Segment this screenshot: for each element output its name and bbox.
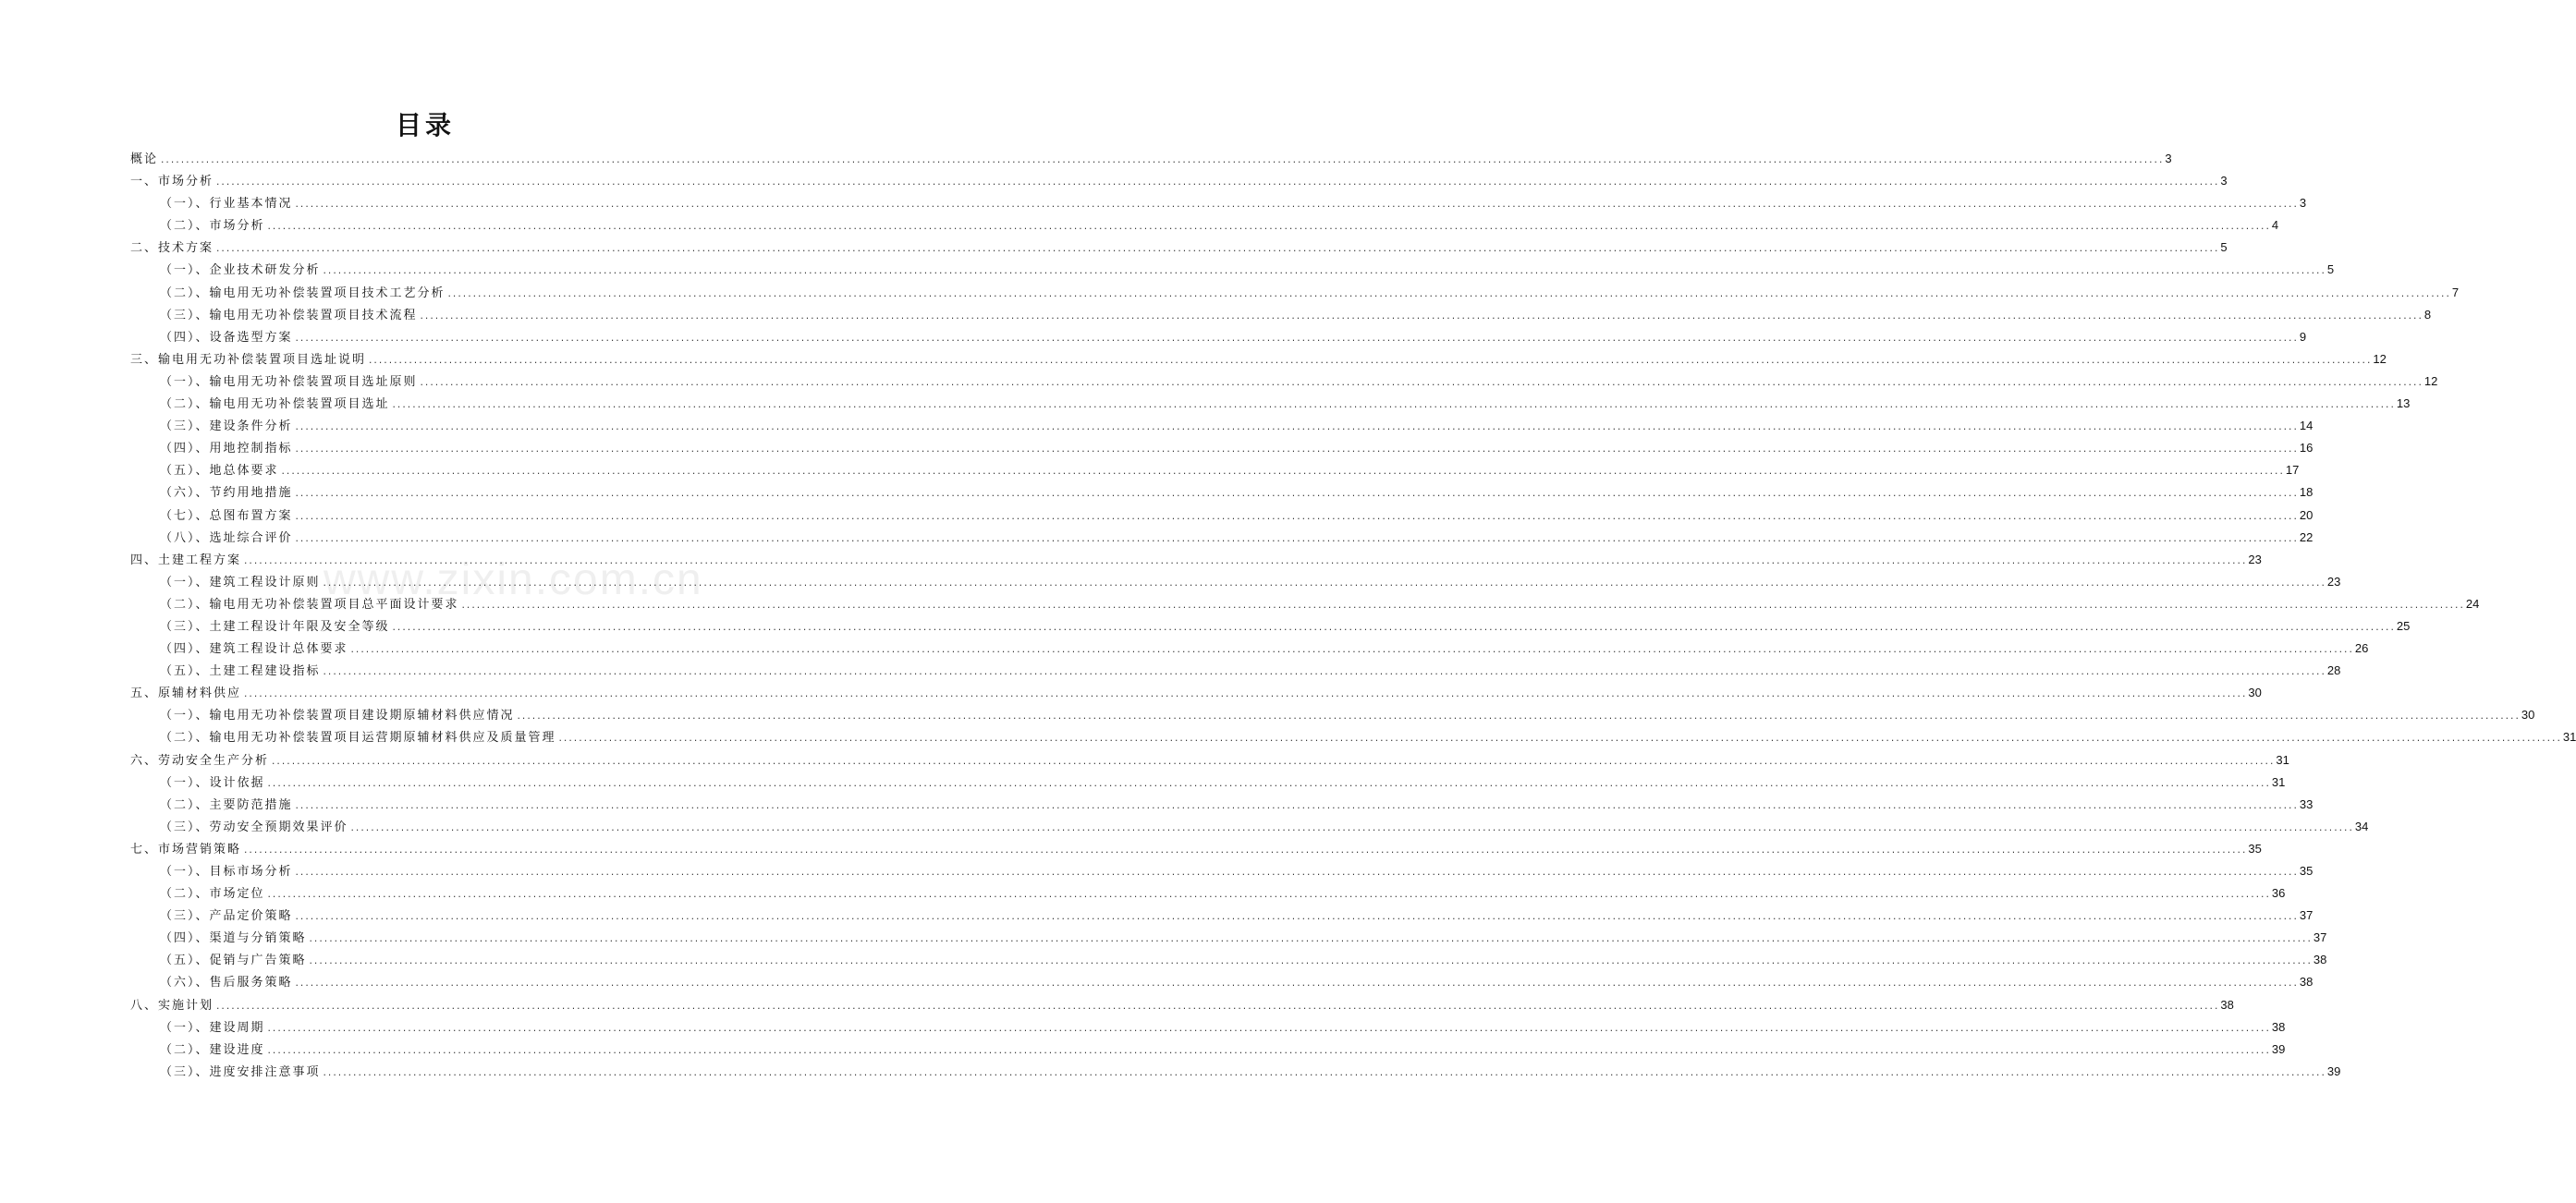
toc-entry[interactable]: [130, 437, 2314, 459]
toc-entry-label: （三）、产品定价策略: [160, 909, 293, 924]
toc-dot-leader: ................................................................................................................................................................................................................................................................................................................................................................................................................: [322, 1068, 2326, 1078]
toc-entry-page-number: 35: [2299, 864, 2314, 878]
toc-entry-label: （五）、土建工程建设指标: [160, 664, 321, 679]
toc-entry-label: （四）、建筑工程设计总体要求: [160, 642, 348, 657]
toc-entry-page-number: 31: [2276, 752, 2289, 767]
toc-dot-leader: ................................................................................................................................................................................................................................................................................................................................................................................................................: [243, 556, 2247, 566]
toc-entry[interactable]: [130, 415, 2314, 437]
toc-entry[interactable]: [130, 1039, 2286, 1061]
toc-dot-leader: ................................................................................................................................................................................................................................................................................................................................................................................................................: [294, 490, 2298, 500]
toc-entry[interactable]: [130, 638, 2369, 660]
toc-entry-label: 八、实施计划: [130, 998, 214, 1013]
toc-entry-label: 六、劳动安全生产分析: [130, 753, 270, 768]
toc-entry-page-number: 20: [2299, 507, 2314, 522]
toc-entry-page-number: 14: [2299, 419, 2314, 433]
toc-entry[interactable]: [130, 971, 2314, 993]
watermark: www.zixin.com.cn: [324, 555, 703, 604]
toc-entry[interactable]: [130, 504, 2314, 527]
toc-entry-label: 一、市场分析: [130, 175, 214, 189]
toc-entry[interactable]: [130, 794, 2314, 816]
toc-entry-label: 三、输电用无功补偿装置项目选址说明: [130, 352, 367, 367]
toc-entry[interactable]: [130, 237, 2228, 259]
toc-entry-page-number: 36: [2271, 886, 2286, 901]
toc-dot-leader: ................................................................................................................................................................................................................................................................................................................................................................................................................: [322, 578, 2326, 589]
toc-entry[interactable]: [130, 393, 2411, 415]
toc-entry-label: （一）、目标市场分析: [160, 865, 293, 879]
toc-dot-leader: ................................................................................................................................................................................................................................................................................................................................................................................................................: [322, 267, 2326, 277]
toc-dot-leader: ................................................................................................................................................................................................................................................................................................................................................................................................................: [294, 445, 2298, 456]
toc-entry-label: 概论: [130, 152, 159, 166]
toc-dot-leader: ................................................................................................................................................................................................................................................................................................................................................................................................................: [294, 801, 2298, 811]
toc-dot-leader: ................................................................................................................................................................................................................................................................................................................................................................................................................: [266, 223, 2270, 233]
toc-entry-label: （四）、设备选型方案: [160, 330, 293, 345]
toc-entry-page-number: 7: [2451, 285, 2460, 299]
toc-dot-leader: ................................................................................................................................................................................................................................................................................................................................................................................................................: [215, 178, 2219, 188]
toc-entry-page-number: 23: [2248, 552, 2262, 566]
toc-entry-label: （一）、输电用无功补偿装置项目选址原则: [160, 374, 418, 389]
toc-entry-label: （二）、输电用无功补偿装置项目技术工艺分析: [160, 286, 446, 300]
toc-entry-label: （三）、土建工程设计年限及安全等级: [160, 619, 390, 634]
toc-dot-leader: ................................................................................................................................................................................................................................................................................................................................................................................................................: [322, 668, 2326, 678]
toc-entry[interactable]: [130, 704, 2535, 726]
toc-entry[interactable]: [130, 1061, 2341, 1083]
toc-entry-label: （二）、主要防范措施: [160, 797, 293, 812]
toc-dot-leader: ................................................................................................................................................................................................................................................................................................................................................................................................................: [266, 891, 2270, 901]
toc-entry-page-number: 38: [2271, 1019, 2286, 1034]
toc-entry[interactable]: [130, 593, 2480, 615]
toc-entry-label: （二）、输电用无功补偿装置项目选址: [160, 397, 390, 412]
toc-entry-page-number: 13: [2396, 396, 2411, 411]
toc-entry-label: （五）、促销与广告策略: [160, 954, 307, 968]
toc-entry-label: （三）、劳动安全预期效果评价: [160, 820, 348, 834]
toc-entry-label: 七、市场营销策略: [130, 842, 242, 857]
toc-entry-label: （二）、市场分析: [160, 219, 265, 234]
toc-entry-page-number: 34: [2354, 819, 2369, 833]
toc-dot-leader: ................................................................................................................................................................................................................................................................................................................................................................................................................: [557, 735, 2561, 745]
toc-dot-leader: ................................................................................................................................................................................................................................................................................................................................................................................................................: [294, 979, 2298, 990]
toc-entry[interactable]: [130, 1016, 2286, 1039]
toc-entry-label: （六）、售后服务策略: [160, 976, 293, 990]
toc-entry-page-number: 3: [2299, 196, 2307, 211]
toc-dot-leader: ................................................................................................................................................................................................................................................................................................................................................................................................................: [266, 779, 2270, 789]
toc-entry-label: （三）、进度安排注意事项: [160, 1064, 321, 1079]
toc-dot-leader: ................................................................................................................................................................................................................................................................................................................................................................................................................: [294, 334, 2298, 344]
toc-dot-leader: ................................................................................................................................................................................................................................................................................................................................................................................................................: [368, 356, 2372, 366]
toc-entry-label: （一）、企业技术研发分析: [160, 263, 321, 278]
toc-entry-page-number: 35: [2248, 841, 2262, 856]
toc-entry[interactable]: [130, 192, 2307, 214]
toc-entry[interactable]: [130, 838, 2262, 860]
toc-entry[interactable]: [130, 148, 2172, 170]
toc-entry[interactable]: [130, 949, 2327, 971]
toc-entry[interactable]: [130, 927, 2327, 949]
toc-entry[interactable]: [130, 682, 2262, 704]
toc-entry-label: （一）、建设周期: [160, 1020, 265, 1035]
toc-entry[interactable]: [130, 170, 2228, 192]
toc-entry-page-number: 37: [2299, 908, 2314, 923]
toc-entry-page-number: 31: [2562, 730, 2576, 745]
toc-entry-label: （二）、建设进度: [160, 1042, 265, 1057]
toc-entry[interactable]: [130, 749, 2289, 772]
toc-entry-label: （二）、输电用无功补偿装置项目总平面设计要求: [160, 597, 459, 612]
toc-entry[interactable]: [130, 994, 2234, 1016]
toc-entry[interactable]: [130, 259, 2335, 281]
toc-entry-label: （三）、输电用无功补偿装置项目技术流程: [160, 308, 418, 322]
toc-entry-page-number: 23: [2326, 574, 2341, 589]
toc-entry-page-number: 18: [2299, 485, 2314, 500]
toc-dot-leader: ................................................................................................................................................................................................................................................................................................................................................................................................................: [446, 289, 2450, 299]
toc-dot-leader: ................................................................................................................................................................................................................................................................................................................................................................................................................: [294, 512, 2298, 522]
toc-entry-page-number: 5: [2220, 240, 2228, 255]
toc-entry-page-number: 30: [2521, 708, 2535, 723]
toc-dot-leader: ................................................................................................................................................................................................................................................................................................................................................................................................................: [419, 378, 2423, 388]
toc-dot-leader: ................................................................................................................................................................................................................................................................................................................................................................................................................: [294, 200, 2298, 211]
toc-dot-leader: ................................................................................................................................................................................................................................................................................................................................................................................................................: [294, 534, 2298, 544]
toc-entry-page-number: 28: [2326, 663, 2341, 678]
toc-entry[interactable]: [130, 481, 2314, 504]
toc-entry-label: （五）、地总体要求: [160, 464, 279, 479]
toc-dot-leader: ................................................................................................................................................................................................................................................................................................................................................................................................................: [308, 935, 2312, 945]
toc-entry[interactable]: [130, 772, 2286, 794]
toc-entry-label: （六）、节约用地措施: [160, 486, 293, 501]
toc-entry[interactable]: [130, 348, 2387, 371]
toc-dot-leader: ................................................................................................................................................................................................................................................................................................................................................................................................................: [294, 423, 2298, 433]
toc-entry[interactable]: [130, 860, 2314, 882]
toc-dot-leader: ................................................................................................................................................................................................................................................................................................................................................................................................................: [391, 623, 2395, 633]
toc-dot-leader: ................................................................................................................................................................................................................................................................................................................................................................................................................: [280, 468, 2284, 478]
toc-entry-page-number: 26: [2354, 641, 2369, 656]
toc-entry-page-number: 31: [2271, 774, 2286, 789]
toc-entry-page-number: 12: [2373, 351, 2387, 366]
toc-entry[interactable]: [130, 459, 2300, 481]
toc-dot-leader: ................................................................................................................................................................................................................................................................................................................................................................................................................: [349, 646, 2353, 656]
toc-entry-label: （一）、建筑工程设计原则: [160, 575, 321, 589]
toc-entry-label: （二）、输电用无功补偿装置项目运营期原辅材料供应及质量管理: [160, 731, 556, 746]
toc-entry-page-number: 39: [2271, 1041, 2286, 1056]
toc-dot-leader: ................................................................................................................................................................................................................................................................................................................................................................................................................: [215, 245, 2219, 255]
toc-entry-page-number: 24: [2465, 596, 2480, 611]
toc-entry[interactable]: [130, 882, 2286, 905]
toc-entry[interactable]: [130, 816, 2369, 838]
toc-dot-leader: ................................................................................................................................................................................................................................................................................................................................................................................................................: [215, 1002, 2219, 1012]
toc-entry[interactable]: [130, 571, 2341, 593]
toc-dot-leader: ................................................................................................................................................................................................................................................................................................................................................................................................................: [391, 401, 2395, 411]
toc-entry-page-number: 17: [2285, 463, 2300, 478]
toc-entry[interactable]: [130, 304, 2432, 326]
toc-entry[interactable]: [130, 615, 2411, 638]
toc-entry-page-number: 3: [2220, 174, 2228, 188]
toc-dot-leader: ................................................................................................................................................................................................................................................................................................................................................................................................................: [243, 690, 2247, 700]
toc-entry[interactable]: [130, 371, 2438, 393]
toc-dot-leader: ................................................................................................................................................................................................................................................................................................................................................................................................................: [271, 757, 2275, 767]
toc-entry-page-number: 25: [2396, 618, 2411, 633]
toc-entry[interactable]: [130, 282, 2460, 304]
toc-entry-label: （一）、行业基本情况: [160, 197, 293, 212]
toc-entry-label: （八）、选址综合评价: [160, 530, 293, 545]
toc-entry-page-number: 4: [2271, 218, 2279, 233]
toc-entry-page-number: 12: [2423, 373, 2438, 388]
toc-dot-leader: ................................................................................................................................................................................................................................................................................................................................................................................................................: [516, 712, 2520, 723]
toc-entry-label: （一）、设计依据: [160, 775, 265, 790]
table-of-contents: [130, 148, 2576, 1083]
toc-entry-page-number: 38: [2299, 975, 2314, 990]
toc-dot-leader: ................................................................................................................................................................................................................................................................................................................................................................................................................: [294, 913, 2298, 923]
toc-entry-label: 四、土建工程方案: [130, 553, 242, 567]
toc-entry[interactable]: [130, 549, 2262, 571]
toc-dot-leader: ................................................................................................................................................................................................................................................................................................................................................................................................................: [266, 1024, 2270, 1034]
toc-entry[interactable]: [130, 214, 2279, 237]
page-title: 目录: [395, 110, 455, 140]
toc-dot-leader: ................................................................................................................................................................................................................................................................................................................................................................................................................: [308, 957, 2312, 967]
toc-entry[interactable]: [130, 905, 2314, 927]
toc-dot-leader: ................................................................................................................................................................................................................................................................................................................................................................................................................: [460, 601, 2464, 611]
toc-entry-page-number: 9: [2299, 329, 2307, 344]
toc-entry[interactable]: [130, 527, 2314, 549]
toc-entry-page-number: 38: [2313, 953, 2327, 967]
toc-entry-label: （七）、总图布置方案: [160, 508, 293, 523]
toc-entry[interactable]: [130, 726, 2576, 748]
toc-dot-leader: ................................................................................................................................................................................................................................................................................................................................................................................................................: [294, 869, 2298, 878]
toc-entry-label: 二、技术方案: [130, 241, 214, 256]
toc-entry-label: （一）、输电用无功补偿装置项目建设期原辅材料供应情况: [160, 709, 515, 723]
toc-entry[interactable]: [130, 326, 2307, 348]
toc-dot-leader: ................................................................................................................................................................................................................................................................................................................................................................................................................: [243, 845, 2247, 856]
toc-entry-page-number: 3: [2165, 152, 2172, 165]
toc-entry-page-number: 39: [2326, 1063, 2341, 1078]
toc-entry-label: （四）、渠道与分销策略: [160, 931, 307, 946]
toc-entry-page-number: 37: [2313, 930, 2327, 945]
toc-entry-page-number: 33: [2299, 796, 2314, 811]
toc-entry-label: 五、原辅材料供应: [130, 687, 242, 701]
toc-entry-page-number: 16: [2299, 441, 2314, 456]
toc-entry-page-number: 30: [2248, 686, 2262, 700]
toc-dot-leader: ................................................................................................................................................................................................................................................................................................................................................................................................................: [349, 823, 2353, 833]
toc-entry-page-number: 38: [2220, 997, 2234, 1012]
toc-entry-label: （二）、市场定位: [160, 887, 265, 902]
toc-entry-page-number: 8: [2423, 307, 2432, 322]
toc-dot-leader: ................................................................................................................................................................................................................................................................................................................................................................................................................: [160, 156, 2164, 165]
toc-dot-leader: ................................................................................................................................................................................................................................................................................................................................................................................................................: [419, 311, 2423, 322]
toc-entry[interactable]: [130, 660, 2341, 682]
toc-entry-page-number: 5: [2326, 262, 2335, 277]
toc-entry-label: （四）、用地控制指标: [160, 442, 293, 456]
toc-entry-label: （三）、建设条件分析: [160, 419, 293, 434]
toc-entry-page-number: 22: [2299, 529, 2314, 544]
toc-dot-leader: ................................................................................................................................................................................................................................................................................................................................................................................................................: [266, 1046, 2270, 1056]
